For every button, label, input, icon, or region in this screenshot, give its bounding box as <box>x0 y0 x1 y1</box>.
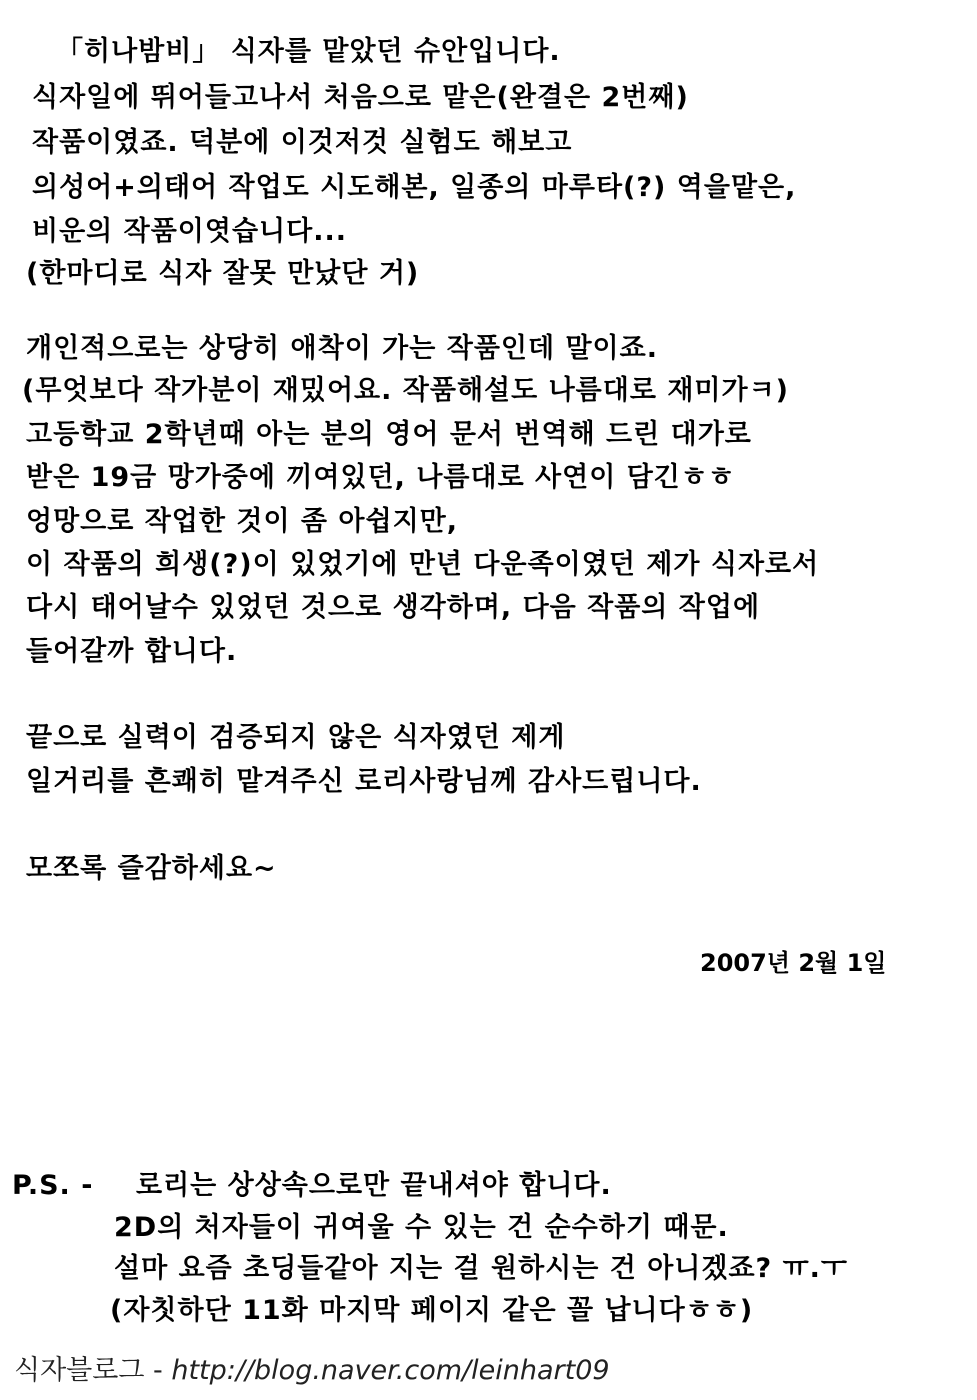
note-line: 의성어+의태어 작업도 시도해본, 일종의 마루타(?) 역을맡은, <box>32 172 797 203</box>
ps-line: 설마 요즘 초딩들같아 지는 걸 원하시는 건 아니겠죠? ㅠ.ㅜ <box>114 1253 849 1284</box>
note-line: (무엇보다 작가분이 재밌어요. 작품해설도 나름대로 재미가ㅋ) <box>22 375 789 406</box>
note-line: 고등학교 2학년때 아는 분의 영어 문서 번역해 드린 대가로 <box>26 419 752 450</box>
ps-label: P.S. - <box>12 1170 94 1201</box>
note-line: 식자일에 뛰어들고나서 처음으로 맡은(완결은 2번째) <box>32 82 689 113</box>
note-line: 다시 태어날수 있었던 것으로 생각하며, 다음 작품의 작업에 <box>26 592 761 623</box>
note-line: 개인적으로는 상당히 애착이 가는 작품인데 말이죠. <box>26 333 658 364</box>
note-line: 비운의 작품이엿습니다... <box>32 216 347 247</box>
note-line: 끝으로 실력이 검증되지 않은 식자였던 제게 <box>26 722 566 753</box>
note-line: 엉망으로 작업한 것이 좀 아쉽지만, <box>26 506 459 537</box>
blog-url-link[interactable]: http://blog.naver.com/leinhart09 <box>171 1355 610 1386</box>
ps-line: (자칫하단 11화 마지막 페이지 같은 꼴 납니다ㅎㅎ) <box>110 1295 754 1326</box>
note-line: 이 작품의 희생(?)이 있었기에 만년 다운족이였던 제가 식자로서 <box>26 549 820 580</box>
ps-line: 2D의 처자들이 귀여울 수 있는 건 순수하기 때문. <box>114 1212 729 1243</box>
note-date: 2007년 2월 1일 <box>700 949 887 977</box>
ps-line: 로리는 상상속으로만 끝내셔야 합니다. <box>136 1170 612 1201</box>
note-line: 받은 19금 망가중에 끼여있던, 나름대로 사연이 담긴ㅎㅎ <box>26 462 736 493</box>
note-line: (한마디로 식자 잘못 만났단 거) <box>26 258 420 289</box>
note-line: 작품이였죠. 덕분에 이것저것 실험도 해보고 <box>32 127 573 158</box>
note-line: 모쪼록 즐감하세요~ <box>26 853 277 884</box>
note-line: 일거리를 흔쾌히 맡겨주신 로리사랑님께 감사드립니다. <box>26 766 702 797</box>
note-line: 들어갈까 합니다. <box>26 636 238 667</box>
blog-footer <box>14 1353 610 1389</box>
note-line: 「히나밤비」 식자를 맡았던 슈안입니다. <box>56 36 561 67</box>
footer-label: 식자블로그 - <box>14 1355 172 1386</box>
